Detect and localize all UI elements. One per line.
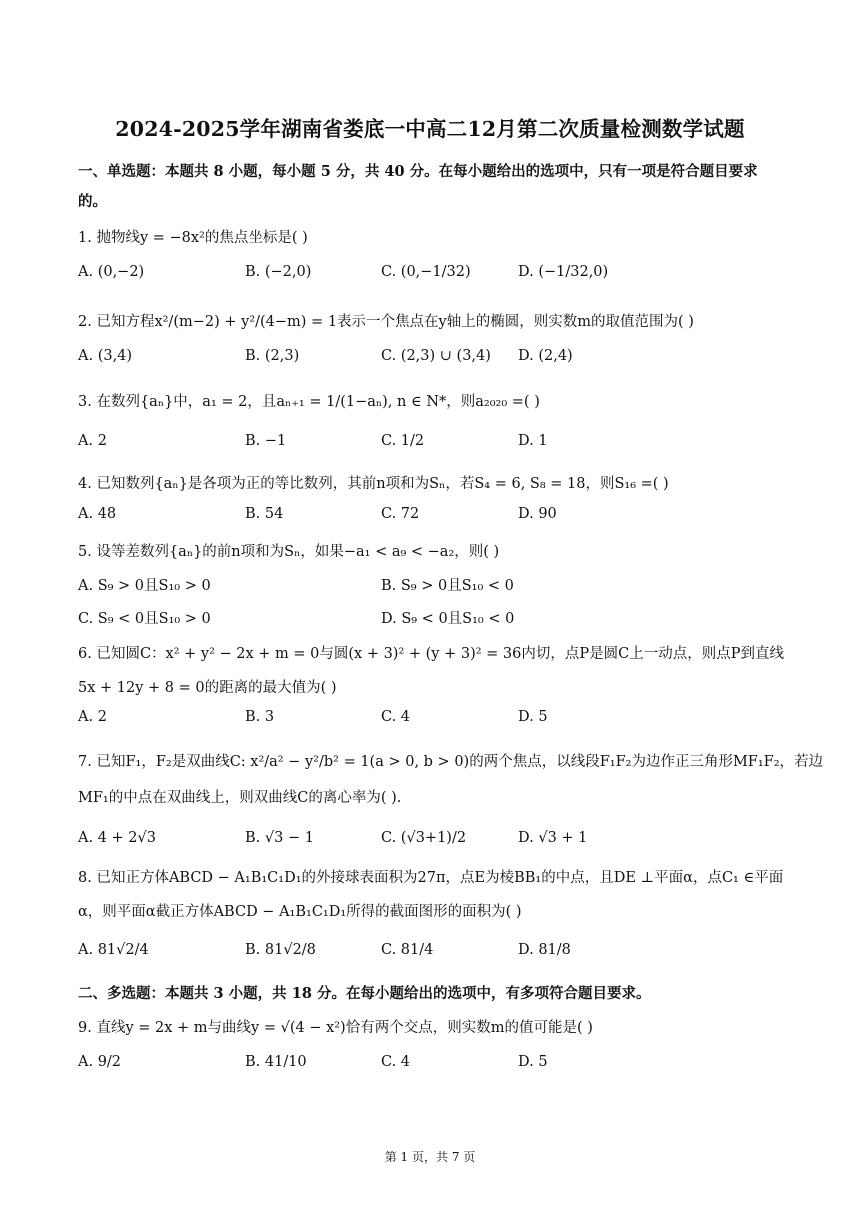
q6-stem: 6. 已知圆C：x² + y² − 2x + m = 0与圆(x + 3)² + (y + 3)² = 36内切，点P是圆C上一动点，则点P到直线 bbox=[78, 646, 784, 662]
q8-option-b: B. 81√2/8 bbox=[245, 942, 316, 958]
section1-heading: 一、单选题：本题共 8 小题，每小题 5 分，共 40 分。在每小题给出的选项中，只有一项是符合题目要求 bbox=[78, 163, 758, 180]
q1-stem: 1. 抛物线y = −8x²的焦点坐标是( ) bbox=[78, 230, 308, 246]
q1-option-d: D. (−1/32,0) bbox=[518, 264, 609, 280]
q5-option-d: D. S₉ < 0且S₁₀ < 0 bbox=[381, 611, 515, 627]
q9-stem: 9. 直线y = 2x + m与曲线y = √(4 − x²)恰有两个交点，则实数m的值可能是( ) bbox=[78, 1020, 593, 1036]
q5-option-b: B. S₉ > 0且S₁₀ < 0 bbox=[381, 578, 514, 594]
q4-option-c: C. 72 bbox=[381, 506, 420, 522]
q4-stem: 4. 已知数列{aₙ}是各项为正的等比数列，其前n项和为Sₙ，若S₄ = 6, S₈ = 18，则S₁₆ =( ) bbox=[78, 476, 669, 492]
q5-option-a: A. S₉ > 0且S₁₀ > 0 bbox=[78, 578, 211, 594]
q4-option-a: A. 48 bbox=[78, 506, 117, 522]
q8-option-d: D. 81/8 bbox=[518, 942, 571, 958]
section2-heading: 二、多选题：本题共 3 小题，共 18 分。在每小题给出的选项中，有多项符合题目要求。 bbox=[78, 985, 651, 1002]
q4-option-b: B. 54 bbox=[245, 506, 284, 522]
q6-option-c: C. 4 bbox=[381, 709, 411, 725]
q8-option-c: C. 81/4 bbox=[381, 942, 434, 958]
page-footer: 第 1 页，共 7 页 bbox=[384, 1150, 476, 1164]
q3-option-d: D. 1 bbox=[518, 433, 548, 449]
q7-option-a: A. 4 + 2√3 bbox=[78, 830, 156, 846]
q2-option-c: C. (2,3) ∪ (3,4) bbox=[381, 348, 491, 364]
q2-option-d: D. (2,4) bbox=[518, 348, 573, 364]
q6-option-b: B. 3 bbox=[245, 709, 275, 725]
q3-option-c: C. 1/2 bbox=[381, 433, 425, 449]
q7-option-c: C. (√3+1)/2 bbox=[381, 830, 467, 846]
q8-stem: 8. 已知正方体ABCD − A₁B₁C₁D₁的外接球表面积为27π，点E为棱BB₁的中点，且DE ⊥平面α，点C₁ ∈平面 bbox=[78, 870, 784, 886]
q2-stem: 2. 已知方程x²/(m−2) + y²/(4−m) = 1表示一个焦点在y轴上的椭圆，则实数m的取值范围为( ) bbox=[78, 314, 694, 330]
q4-option-d: D. 90 bbox=[518, 506, 557, 522]
q9-option-a: A. 9/2 bbox=[78, 1054, 122, 1070]
q7-option-b: B. √3 − 1 bbox=[245, 830, 314, 846]
q7-stem: 7. 已知F₁，F₂是双曲线C: x²/a² − y²/b² = 1(a > 0, b > 0)的两个焦点，以线段F₁F₂为边作正三角形MF₁F₂，若边 bbox=[78, 754, 824, 770]
q6-option-d: D. 5 bbox=[518, 709, 548, 725]
q9-option-b: B. 41/10 bbox=[245, 1054, 307, 1070]
q6-option-a: A. 2 bbox=[78, 709, 107, 725]
q1-option-b: B. (−2,0) bbox=[245, 264, 312, 280]
q2-option-a: A. (3,4) bbox=[78, 348, 133, 364]
q8-stem-cont: α，则平面α截正方体ABCD − A₁B₁C₁D₁所得的截面图形的面积为( ) bbox=[78, 904, 522, 920]
q5-stem: 5. 设等差数列{aₙ}的前n项和为Sₙ，如果−a₁ < a₉ < −a₂，则( ) bbox=[78, 544, 500, 560]
q3-stem: 3. 在数列{aₙ}中，a₁ = 2，且aₙ₊₁ = 1/(1−aₙ), n ∈ N*，则a₂₀₂₀ =( ) bbox=[78, 394, 540, 410]
q2-option-b: B. (2,3) bbox=[245, 348, 300, 364]
q5-option-c: C. S₉ < 0且S₁₀ > 0 bbox=[78, 611, 211, 627]
q7-option-d: D. √3 + 1 bbox=[518, 830, 588, 846]
page-title: 2024-2025学年湖南省娄底一中高二12月第二次质量检测数学试题 bbox=[115, 117, 745, 141]
q9-option-d: D. 5 bbox=[518, 1054, 548, 1070]
q8-option-a: A. 81√2/4 bbox=[78, 942, 149, 958]
q7-stem-cont: MF₁的中点在双曲线上，则双曲线C的离心率为( ). bbox=[78, 790, 402, 806]
section1-heading-cont: 的。 bbox=[78, 193, 107, 210]
q6-stem-cont: 5x + 12y + 8 = 0的距离的最大值为( ) bbox=[78, 680, 337, 696]
q1-option-c: C. (0,−1/32) bbox=[381, 264, 471, 280]
q9-option-c: C. 4 bbox=[381, 1054, 411, 1070]
q3-option-a: A. 2 bbox=[78, 433, 107, 449]
q1-option-a: A. (0,−2) bbox=[78, 264, 145, 280]
q3-option-b: B. −1 bbox=[245, 433, 287, 449]
